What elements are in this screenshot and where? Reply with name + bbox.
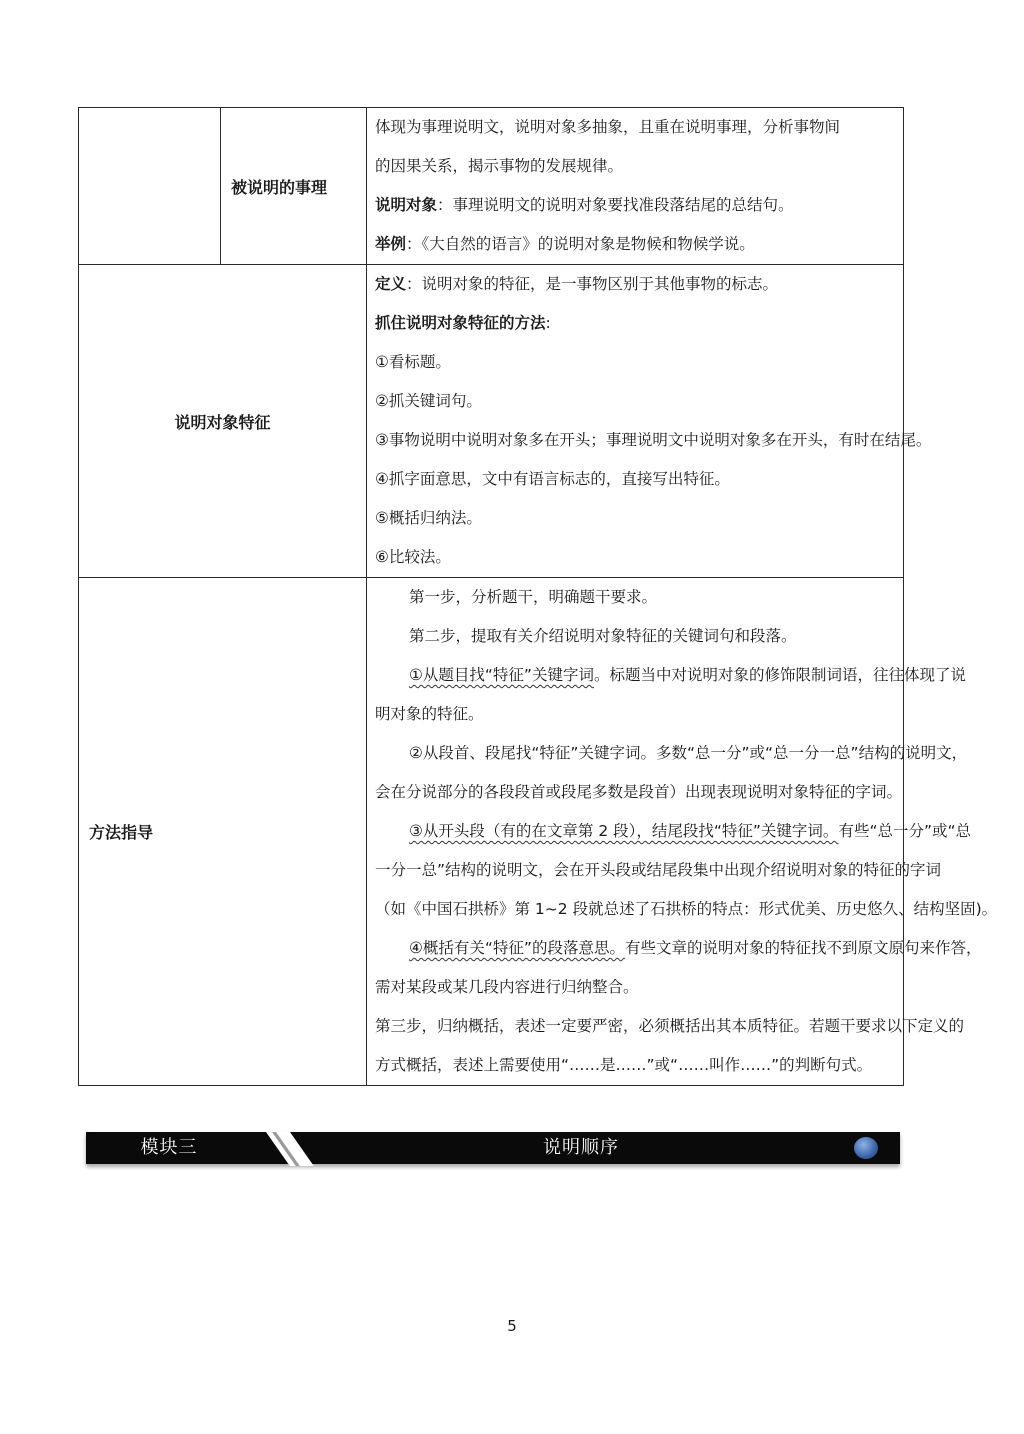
method-heading: 抓住说明对象特征的方法 [375, 314, 546, 332]
list-item: ①看标题。 [375, 353, 451, 371]
row-label-text: 被说明的事理 [231, 177, 328, 197]
list-item: ②抓关键词句。 [375, 392, 482, 410]
point1-line [375, 656, 966, 695]
point1-key: ①从题目找“特征”关键字词 [409, 666, 594, 684]
table-row [79, 108, 904, 265]
text-line: 方式概括，表述上需要使用“……是……”或“……叫作……”的判断句式。 [375, 1056, 873, 1074]
example-line [375, 225, 895, 264]
object-line [375, 186, 895, 225]
empty-cell [79, 108, 221, 265]
page-number: 5 [507, 1317, 517, 1335]
method-heading-line [375, 304, 895, 343]
module-label: 模块三 [140, 1137, 198, 1158]
text-line: 的因果关系，揭示事物的发展规律。 [375, 157, 624, 175]
table-row [79, 578, 904, 1086]
row-label-shili [221, 108, 367, 265]
point3-text: 有些“总一分”或“总 [838, 822, 972, 840]
point4-text: 有些文章的说明对象的特征找不到原文原句来作答， [624, 939, 982, 957]
example-label: 举例 [375, 235, 407, 253]
point4-line [375, 929, 982, 968]
object-label: 说明对象 [375, 196, 438, 214]
definition-label: 定义 [375, 275, 407, 293]
row-content [367, 265, 932, 578]
definition-text: ：说明对象的特征，是一事物区别于其他事物的标志。 [406, 275, 779, 293]
object-text: ：事理说明文的说明对象要找准段落结尾的总结句。 [437, 196, 794, 214]
point2-line: ②从段首、段尾找“特征”关键字词。多数“总一分”或“总一分一总”结构的说明文， [409, 744, 968, 762]
method-colon: : [545, 314, 551, 332]
point3-key: ③从开头段（有的在文章第 2 段），结尾段找“特征”关键字词。 [409, 822, 839, 840]
point1-text: 。标题当中对说明对象的修饰限制词语，往往体现了说 [593, 666, 966, 684]
text-line: 需对某段或某几段内容进行归纳整合。 [375, 978, 639, 996]
row-label-text: 方法指导 [89, 823, 154, 842]
row-label-text: 说明对象特征 [174, 412, 271, 432]
text-line: 明对象的特征。 [375, 705, 484, 723]
text-line: 会在分说部分的各段段首或段尾多数是段首）出现表现说明对象特征的字词。 [375, 783, 903, 801]
table-row [79, 265, 904, 578]
text-line: （如《中国石拱桥》第 1~2 段就总述了石拱桥的特点：形式优美、历史悠久、结构坚固)。 [375, 900, 998, 918]
list-item: ④抓字面意思，文中有语言标志的，直接写出特征。 [375, 470, 730, 488]
row-content [367, 578, 998, 1086]
text-line: 一分一总”结构的说明文，会在开头段或结尾段集中出现介绍说明对象的特征的字词 [375, 861, 942, 879]
section-title: 说明顺序 [543, 1137, 619, 1158]
example-text: ：《大自然的语言》的说明对象是物候和物候学说。 [406, 235, 755, 253]
content-table [78, 107, 998, 1086]
row-content [367, 108, 904, 265]
list-item: ⑤概括归纳法。 [375, 509, 482, 527]
orb-icon [854, 1137, 878, 1159]
list-item: ⑥比较法。 [375, 548, 451, 566]
list-item: ③事物说明中说明对象多在开头；事理说明文中说明对象多在开头，有时在结尾。 [375, 431, 932, 449]
text-line: 体现为事理说明文，说明对象多抽象，且重在说明事理，分析事物间 [375, 118, 841, 136]
step3-line: 第三步，归纳概括，表述一定要严密，必须概括出其本质特征。若题干要求以下定义的 [375, 1017, 965, 1035]
point3-line [375, 812, 972, 851]
section-banner [86, 1132, 900, 1166]
row-label-tezheng [79, 265, 367, 578]
definition-line [375, 265, 895, 304]
row-label-fangfa [79, 578, 367, 1086]
step1-line: 第一步，分析题干，明确题干要求。 [409, 588, 658, 606]
step2-line: 第二步，提取有关介绍说明对象特征的关键词句和段落。 [409, 627, 797, 645]
point4-key: ④概括有关“特征”的段落意思。 [409, 939, 625, 957]
